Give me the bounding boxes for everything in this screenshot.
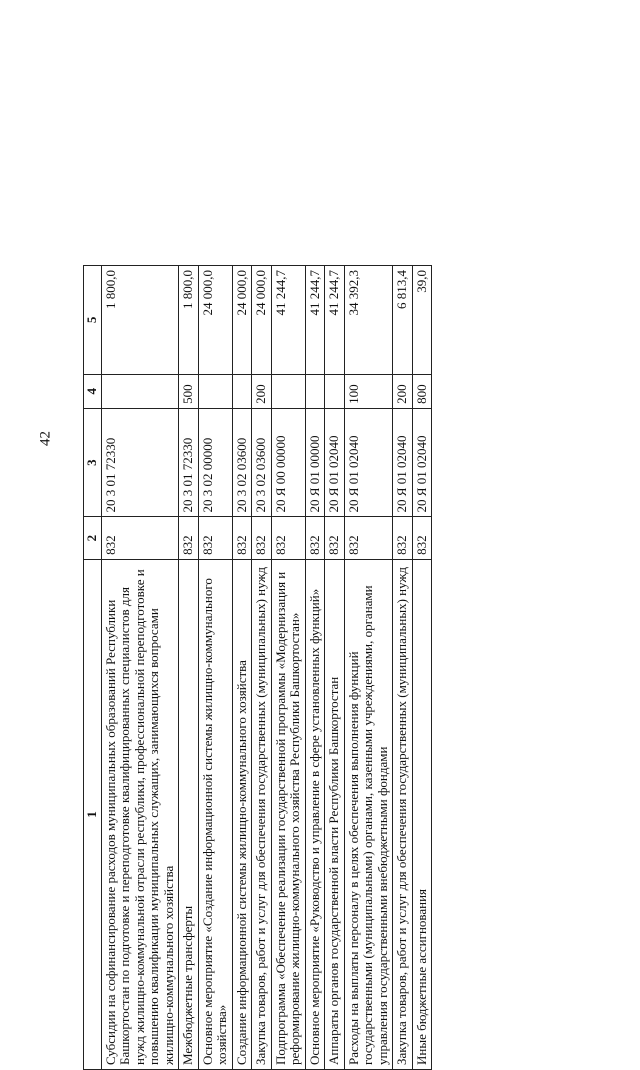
row-vr: 100	[344, 374, 393, 408]
table-row	[393, 266, 413, 1070]
row-csr: 20 Я 01 02040	[393, 408, 413, 517]
row-name: Межбюджетные трансферты	[179, 559, 199, 1069]
row-csr: 20 3 02 03600	[232, 408, 252, 517]
table-row	[271, 266, 305, 1070]
row-csr: 20 Я 00 00000	[271, 408, 305, 517]
row-name: Основное мероприятие «Руководство и управление в сфере установленных функций»	[305, 559, 325, 1069]
row-ved: 832	[198, 517, 232, 559]
row-csr: 20 Я 01 02040	[344, 408, 393, 517]
row-sum: 24 000,0	[232, 266, 252, 375]
row-ved: 832	[232, 517, 252, 559]
page-number: 42	[37, 431, 54, 446]
row-sum: 41 244,7	[325, 266, 345, 375]
row-name: Иные бюджетные ассигнования	[412, 559, 432, 1069]
row-csr: 20 3 02 00000	[198, 408, 232, 517]
row-csr: 20 Я 01 00000	[305, 408, 325, 517]
column-header: 2	[84, 517, 102, 559]
row-ved: 832	[325, 517, 345, 559]
table-row	[179, 266, 199, 1070]
row-name: Создание информационной системы жилищно-коммунального хозяйства	[232, 559, 252, 1069]
table-row	[232, 266, 252, 1070]
row-name: Расходы на выплаты персоналу в целях обеспечения выполнения функций государственными (муниципальными) органами, казенными учреждениями, органами управления государственными внебюджетными фондами	[344, 559, 393, 1069]
row-ved: 832	[179, 517, 199, 559]
row-ved: 832	[305, 517, 325, 559]
table-row	[305, 266, 325, 1070]
row-vr: 200	[393, 374, 413, 408]
column-header: 5	[84, 266, 102, 375]
table-row	[198, 266, 232, 1070]
row-csr: 20 Я 01 02040	[412, 408, 432, 517]
row-sum: 24 000,0	[198, 266, 232, 375]
row-name: Субсидии на софинансирование расходов муниципальных образований Республики Башкортостан по подготовке и переподготовке квалифицированных специалистов для нужд жилищно-коммунальной отрасли республики, профессиональной переподготовке и повышению квалификации муниципальных служащих, занимающихся вопросами жилищно-коммунального хозяйства	[101, 559, 179, 1069]
row-vr	[232, 374, 252, 408]
table-row	[101, 266, 179, 1070]
row-ved: 832	[412, 517, 432, 559]
row-vr: 500	[179, 374, 199, 408]
row-csr: 20 3 02 03600	[252, 408, 272, 517]
row-csr: 20 Я 01 02040	[325, 408, 345, 517]
row-sum: 41 244,7	[305, 266, 325, 375]
row-sum: 1 800,0	[101, 266, 179, 375]
table-row	[344, 266, 393, 1070]
row-sum: 1 800,0	[179, 266, 199, 375]
row-vr	[101, 374, 179, 408]
row-name: Подпрограмма «Обеспечение реализации государственной программы «Модернизация и реформирование жилищно-коммунального хозяйства Республики Башкортостан»	[271, 559, 305, 1069]
table-row	[412, 266, 432, 1070]
row-vr	[271, 374, 305, 408]
column-header: 4	[84, 374, 102, 408]
table-row	[325, 266, 345, 1070]
row-name: Закупка товаров, работ и услуг для обеспечения государственных (муниципальных) нужд	[252, 559, 272, 1069]
row-ved: 832	[101, 517, 179, 559]
row-name: Основное мероприятие «Создание информационной системы жилищно-коммунального хозяйства»	[198, 559, 232, 1069]
column-header: 1	[84, 559, 102, 1069]
row-csr: 20 3 01 72330	[179, 408, 199, 517]
row-vr	[305, 374, 325, 408]
rotated-table-wrapper	[83, 265, 548, 1070]
row-ved: 832	[344, 517, 393, 559]
table-header-row	[84, 266, 102, 1070]
budget-table	[83, 265, 432, 1070]
row-vr: 200	[252, 374, 272, 408]
row-ved: 832	[252, 517, 272, 559]
table-row	[252, 266, 272, 1070]
row-sum: 6 813,4	[393, 266, 413, 375]
row-vr	[325, 374, 345, 408]
row-name: Аппараты органов государственной власти Республики Башкортостан	[325, 559, 345, 1069]
row-sum: 34 392,3	[344, 266, 393, 375]
row-sum: 41 244,7	[271, 266, 305, 375]
row-name: Закупка товаров, работ и услуг для обеспечения государственных (муниципальных) нужд	[393, 559, 413, 1069]
row-csr: 20 3 01 72330	[101, 408, 179, 517]
row-vr: 800	[412, 374, 432, 408]
row-ved: 832	[393, 517, 413, 559]
row-sum: 24 000,0	[252, 266, 272, 375]
row-vr	[198, 374, 232, 408]
column-header: 3	[84, 408, 102, 517]
row-sum: 39,0	[412, 266, 432, 375]
row-ved: 832	[271, 517, 305, 559]
